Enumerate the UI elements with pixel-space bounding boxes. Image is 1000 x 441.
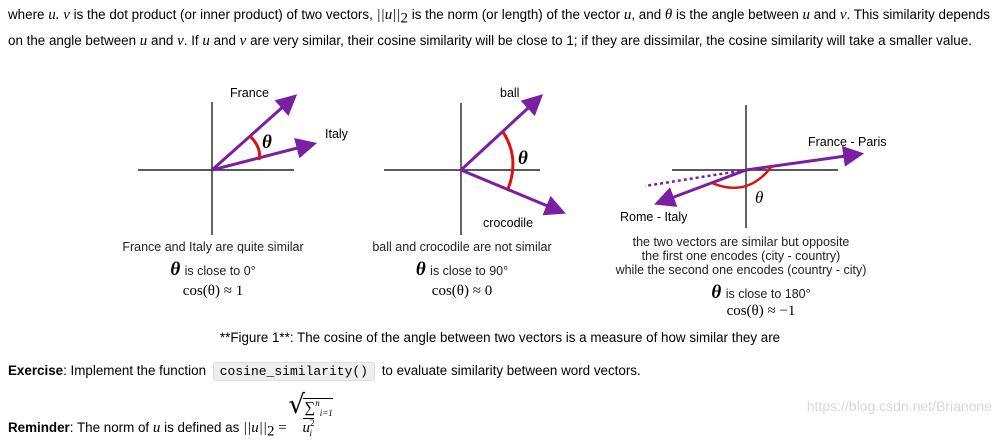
sum-symbol: ∑ — [304, 400, 316, 416]
angle-arc — [503, 132, 513, 189]
theta-symbol: θ — [415, 259, 426, 280]
math-v: v — [239, 32, 247, 49]
intro-text: . If — [183, 32, 203, 48]
exercise-text: : Implement the function — [63, 363, 210, 378]
sqrt-expression — [291, 398, 349, 438]
close-to-text: is close to 0° — [184, 264, 256, 278]
intro-text: and — [209, 32, 240, 48]
function-code: cosine_similarity() — [213, 362, 375, 381]
panel-3-cos: cos(θ) ≈ −1 — [726, 303, 796, 319]
caption-line: the first one encodes (city - country) — [641, 249, 841, 263]
panel-3-diagram — [620, 105, 887, 228]
intro-text: where — [8, 7, 49, 22]
panel-1-caption: France and Italy are quite similar — [122, 240, 304, 254]
math-u: u — [139, 32, 148, 49]
math-v: v — [177, 32, 184, 49]
label-ball: ball — [500, 86, 520, 100]
label-france: France — [230, 86, 269, 100]
vector-ball — [461, 97, 540, 170]
close-to-text: is close to 90° — [430, 264, 509, 278]
exercise-line — [8, 363, 641, 379]
caption-line: the two vectors are similar but opposite — [632, 235, 850, 249]
norm-symbol: ||u|| — [243, 420, 268, 436]
reminder-label: Reminder — [8, 420, 70, 435]
math-v: v — [839, 7, 847, 23]
intro-text: . This similarity depends on the angle between — [8, 7, 990, 48]
panel-2-caption: ball and crocodile are not similar — [372, 240, 552, 254]
theta-label: θ — [262, 132, 272, 153]
norm-subscript: 2 — [400, 10, 409, 27]
intro-text: , and — [631, 7, 665, 22]
sum-lower: i=1 — [319, 408, 333, 418]
math-theta: θ — [664, 7, 673, 23]
theta-symbol: θ — [711, 282, 722, 303]
watermark: https://blog.csdn.net/Brianone — [806, 398, 992, 414]
panel-2-diagram — [384, 86, 562, 235]
intro-text: is the angle between — [672, 7, 803, 22]
panel-1-angle-line — [113, 259, 313, 281]
sqrt-body — [303, 398, 333, 436]
norm-symbol: ||u|| — [376, 7, 401, 23]
index: i — [309, 428, 313, 438]
dotted-extension — [645, 170, 746, 186]
sum-upper: n — [315, 398, 320, 408]
theta-label: θ — [518, 148, 528, 169]
panel-3-angle-line — [661, 282, 861, 304]
intro-text: and — [147, 32, 178, 48]
label-france-paris: France - Paris — [808, 135, 887, 149]
dot-product-symbol: u. v — [48, 7, 70, 23]
angle-arc — [250, 136, 260, 160]
label-italy: Italy — [325, 127, 348, 141]
intro-text: is the dot product (or inner product) of two vectors, — [69, 7, 377, 22]
panel-2-angle-line — [362, 259, 562, 281]
close-to-text: is close to 180° — [725, 287, 811, 301]
intro-text: and — [810, 7, 840, 22]
reminder-line — [8, 398, 348, 441]
panel-2-cos: cos(θ) ≈ 0 — [431, 283, 493, 299]
panel-1-cos: cos(θ) ≈ 1 — [182, 283, 244, 299]
caption-line: while the second one encodes (country - city) — [615, 263, 867, 277]
reminder-text: : The norm of — [69, 420, 153, 435]
math-u: u — [302, 420, 310, 436]
theta-symbol: θ — [170, 259, 181, 280]
panel-3-caption — [596, 235, 886, 277]
intro-text: are very similar, their cosine similarity will be close to 1; if they are dissimilar, the cosine similarity will take a smaller value. — [246, 32, 972, 48]
vector-france-paris — [746, 154, 860, 170]
norm-subscript: 2 — [267, 423, 275, 440]
reminder-text: is defined as — [160, 420, 244, 435]
math-u: u — [623, 7, 632, 23]
theta-label: θ — [755, 188, 764, 207]
intro-text: is the norm (or length) of the vector — [408, 7, 624, 22]
panel-1-diagram — [138, 86, 349, 235]
math-u: u — [802, 7, 811, 23]
equals-sign: = — [274, 420, 291, 436]
label-crocodile: crocodile — [483, 216, 534, 230]
math-u: u — [152, 420, 161, 436]
power: 2 — [310, 418, 315, 428]
math-u: u — [202, 32, 210, 49]
exercise-label: Exercise — [8, 363, 64, 378]
label-rome-italy: Rome - Italy — [620, 210, 688, 224]
exercise-text: to evaluate similarity between word vectors. — [377, 363, 641, 378]
angle-arc — [712, 166, 772, 188]
figure-caption: **Figure 1**: The cosine of the angle between two vectors is a measure of how similar they are — [219, 330, 781, 345]
vector-rome-italy — [658, 170, 746, 203]
